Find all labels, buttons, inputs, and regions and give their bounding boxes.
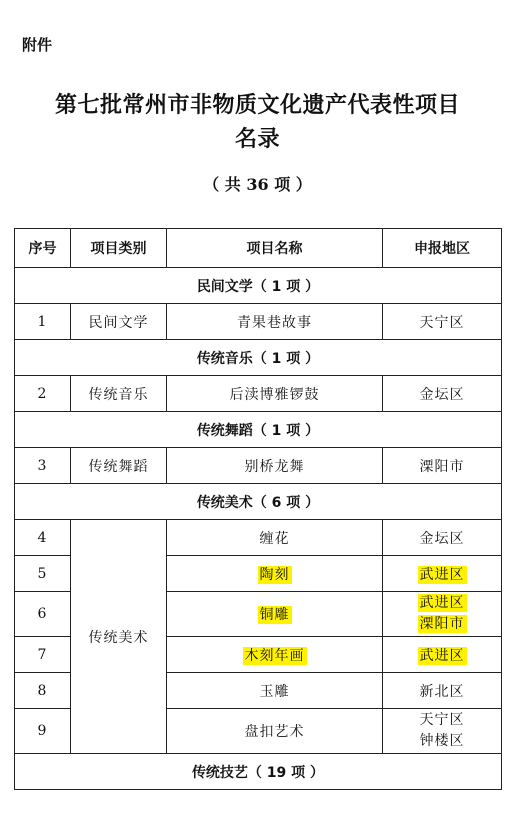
row-item-name: 别桥龙舞 bbox=[167, 448, 383, 484]
table-header-row bbox=[15, 229, 502, 268]
table-row bbox=[15, 520, 502, 556]
table-row bbox=[15, 448, 502, 484]
row-number: 3 bbox=[15, 448, 71, 484]
row-item-name: 青果巷故事 bbox=[167, 304, 383, 340]
row-item-name: 盘扣艺术 bbox=[167, 709, 383, 754]
header-category: 项目类别 bbox=[71, 229, 167, 268]
header-item-name: 项目名称 bbox=[167, 229, 383, 268]
row-item-name: 后渎博雅锣鼓 bbox=[167, 376, 383, 412]
category-row bbox=[15, 412, 502, 448]
highlighted-text: 铜雕 bbox=[259, 607, 290, 623]
attachment-label: 附件 bbox=[22, 36, 53, 54]
document-title: 第七批常州市非物质文化遗产代表性项目 bbox=[54, 92, 460, 118]
row-category: 传统音乐 bbox=[71, 376, 167, 412]
category-label: 民间文学（ 1 项 ） bbox=[15, 268, 502, 304]
row-region: 天宁区 bbox=[383, 304, 502, 340]
region-line: 天宁区 bbox=[419, 712, 465, 728]
highlighted-text: 溧阳市 bbox=[419, 616, 465, 632]
highlighted-text: 陶刻 bbox=[259, 566, 290, 583]
category-label: 传统音乐（ 1 项 ） bbox=[15, 340, 502, 376]
row-item-name bbox=[167, 637, 383, 673]
highlighted-text: 武进区 bbox=[419, 647, 465, 664]
row-region: 溧阳市 bbox=[383, 448, 502, 484]
category-row bbox=[15, 484, 502, 520]
row-category: 传统美术 bbox=[71, 520, 167, 754]
heritage-list-table bbox=[14, 228, 502, 790]
table-row bbox=[15, 304, 502, 340]
row-region bbox=[383, 592, 502, 637]
row-number: 5 bbox=[15, 556, 71, 592]
row-number: 7 bbox=[15, 637, 71, 673]
document-title-line2: 名录 bbox=[234, 126, 280, 152]
row-number: 4 bbox=[15, 520, 71, 556]
row-region: 金坛区 bbox=[383, 520, 502, 556]
row-number: 8 bbox=[15, 673, 71, 709]
highlighted-text: 武进区 bbox=[419, 566, 465, 583]
category-row bbox=[15, 754, 502, 790]
row-item-name bbox=[167, 592, 383, 637]
header-number: 序号 bbox=[15, 229, 71, 268]
table-row bbox=[15, 376, 502, 412]
row-region bbox=[383, 637, 502, 673]
region-line: 钟楼区 bbox=[419, 733, 465, 749]
row-category: 传统舞蹈 bbox=[71, 448, 167, 484]
header-region: 申报地区 bbox=[383, 229, 502, 268]
row-number: 2 bbox=[15, 376, 71, 412]
category-row bbox=[15, 340, 502, 376]
row-number: 1 bbox=[15, 304, 71, 340]
category-label: 传统技艺（ 19 项 ） bbox=[15, 754, 502, 790]
total-count: （ 共 36 项 ） bbox=[203, 175, 312, 194]
row-region bbox=[383, 556, 502, 592]
row-region: 金坛区 bbox=[383, 376, 502, 412]
row-item-name: 玉雕 bbox=[167, 673, 383, 709]
category-row bbox=[15, 268, 502, 304]
highlighted-text: 武进区 bbox=[419, 595, 465, 611]
category-label: 传统美术（ 6 项 ） bbox=[15, 484, 502, 520]
row-number: 9 bbox=[15, 709, 71, 754]
row-region: 新北区 bbox=[383, 673, 502, 709]
row-category: 民间文学 bbox=[71, 304, 167, 340]
category-label: 传统舞蹈（ 1 项 ） bbox=[15, 412, 502, 448]
row-item-name bbox=[167, 556, 383, 592]
row-number: 6 bbox=[15, 592, 71, 637]
row-item-name: 缠花 bbox=[167, 520, 383, 556]
highlighted-text: 木刻年画 bbox=[244, 647, 305, 664]
row-region bbox=[383, 709, 502, 754]
